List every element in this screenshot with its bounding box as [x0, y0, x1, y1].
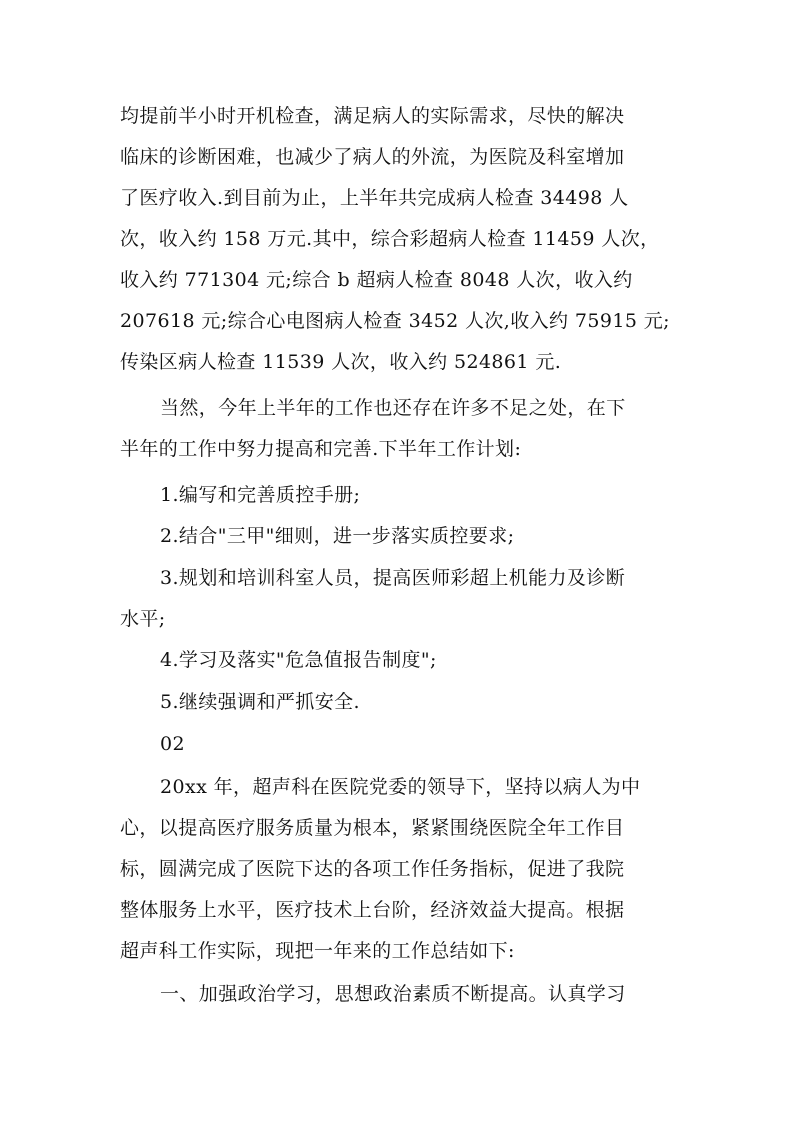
paragraph-line: 了医疗收入.到目前为止，上半年共完成病人检查 34498 人: [120, 187, 629, 209]
list-item-continuation: 水平;: [120, 608, 166, 630]
paragraph-line: 一、加强政治学习，思想政治素质不断提高。认真学习: [160, 983, 626, 1005]
paragraph-line: 心，以提高医疗服务质量为根本，紧紧围绕医院全年工作目: [120, 817, 625, 839]
paragraph-line: 20xx 年，超声科在医院党委的领导下，坚持以病人为中: [160, 776, 641, 798]
list-item: 5.继续强调和严抓安全.: [160, 691, 360, 713]
paragraph-line: 均提前半小时开机检查，满足病人的实际需求，尽快的解决: [120, 105, 625, 127]
list-item: 4.学习及落实"危急值报告制度";: [160, 649, 437, 671]
paragraph-line: 收入约 771304 元;综合 b 超病人检查 8048 人次，收入约: [120, 269, 633, 291]
list-item: 2.结合"三甲"细则，进一步落实质控要求;: [160, 525, 515, 547]
section-number: 02: [160, 733, 185, 755]
paragraph-line: 标，圆满完成了医院下达的各项工作任务指标，促进了我院: [120, 858, 625, 880]
paragraph-line: 传染区病人检查 11539 人次，收入约 524861 元.: [120, 351, 562, 373]
paragraph-line: 当然，今年上半年的工作也还存在许多不足之处，在下: [160, 397, 626, 419]
paragraph-line: 超声科工作实际，现把一年来的工作总结如下:: [120, 940, 515, 962]
paragraph-line: 临床的诊断困难，也减少了病人的外流，为医院及科室增加: [120, 146, 625, 168]
list-item: 1.编写和完善质控手册;: [160, 484, 361, 506]
paragraph-line: 整体服务上水平，医疗技术上台阶，经济效益大提高。根据: [120, 899, 625, 921]
paragraph-line: 207618 元;综合心电图病人检查 3452 人次,收入约 75915 元;: [120, 310, 670, 332]
list-item: 3.规划和培训科室人员，提高医师彩超上机能力及诊断: [160, 567, 626, 589]
paragraph-line: 次，收入约 158 万元.其中，综合彩超病人检查 11459 人次，: [120, 228, 660, 250]
paragraph-line: 半年的工作中努力提高和完善.下半年工作计划:: [120, 438, 522, 460]
